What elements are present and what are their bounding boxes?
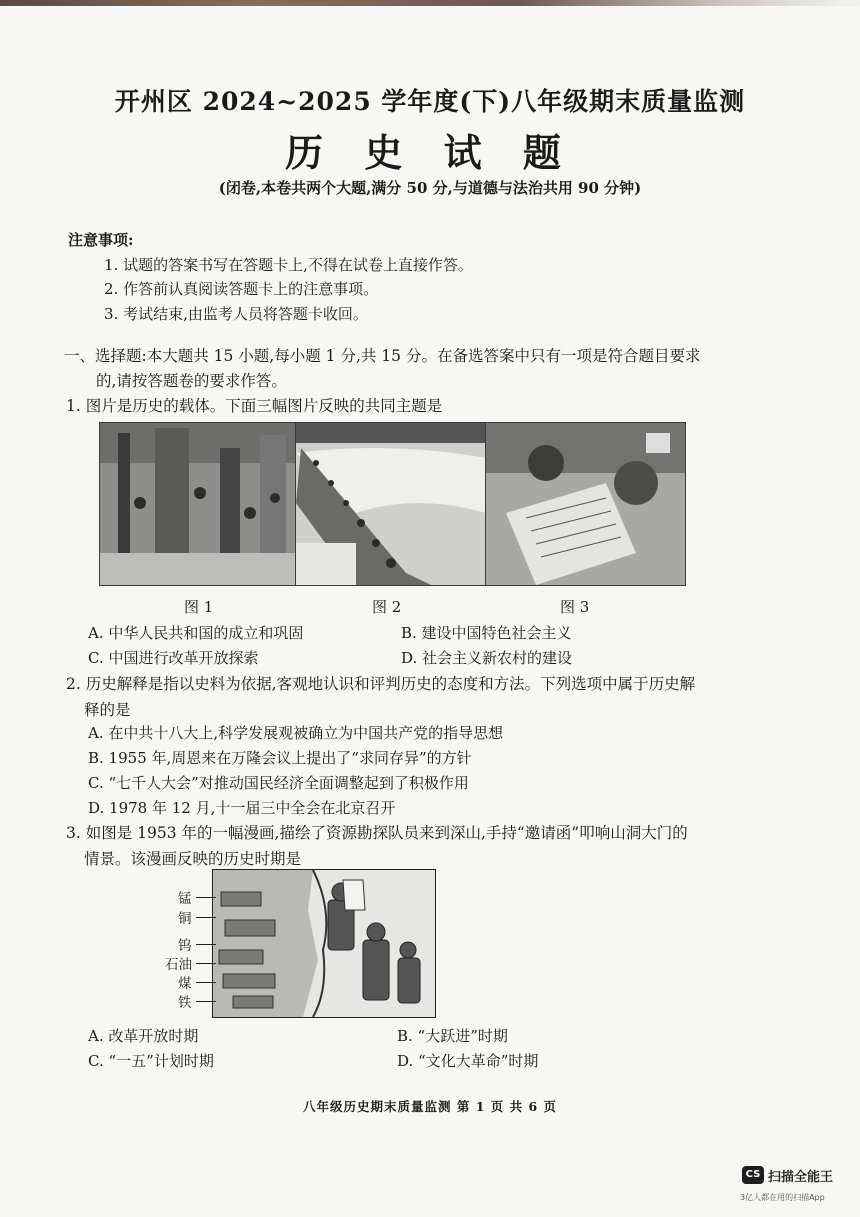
cartoon-label: 铁 bbox=[178, 995, 192, 1011]
figure-3-caption: 图 3 bbox=[560, 598, 590, 616]
section-heading bbox=[64, 344, 764, 394]
notice-heading: 注意事项: bbox=[68, 231, 134, 249]
section-line: 的,请按答题卷的要求作答。 bbox=[96, 372, 287, 390]
notice-item: 2. 作答前认真阅读答题卡上的注意事项。 bbox=[104, 280, 379, 298]
option-b: B. 1955 年,周恩来在万隆会议上提出了“求同存异”的方针 bbox=[88, 749, 472, 767]
cartoon-label: 煤 bbox=[178, 976, 192, 992]
section-line: 一、选择题:本大题共 15 小题,每小题 1 分,共 15 分。在备选答案中只有一项是符合题目要求 bbox=[64, 347, 701, 365]
label-leader-line bbox=[196, 982, 216, 983]
figure-2-image bbox=[295, 422, 487, 586]
scanner-app-name: 扫描全能王 bbox=[768, 1170, 834, 1185]
stem-line: 情景。该漫画反映的历史时期是 bbox=[84, 850, 302, 868]
label-leader-line bbox=[196, 963, 216, 964]
question-3-stem bbox=[66, 820, 766, 872]
notice-item: 1. 试题的答案书写在答题卡上,不得在试卷上直接作答。 bbox=[104, 256, 473, 274]
exam-line: 开州区 2024~2025 学年度(下)八年级期末质量监测 bbox=[114, 87, 746, 116]
option-d: D. 1978 年 12 月,十一届三中全会在北京召开 bbox=[88, 799, 396, 817]
stem-line: 2. 历史解释是指以史料为依据,客观地认识和评判历史的态度和方法。下列选项中属于历史解 bbox=[66, 675, 696, 693]
option-c: C. “一五”计划时期 bbox=[88, 1052, 214, 1070]
option-a: A. 改革开放时期 bbox=[88, 1027, 199, 1045]
label-leader-line bbox=[196, 897, 216, 898]
option-c: C. 中国进行改革开放探索 bbox=[88, 649, 259, 667]
page-footer: 八年级历史期末质量监测 第 1 页 共 6 页 bbox=[302, 1099, 557, 1114]
option-b: B. 建设中国特色社会主义 bbox=[401, 624, 572, 642]
cartoon-label: 铜 bbox=[178, 911, 192, 927]
exam-subtitle: (闭卷,本卷共两个大题,满分 50 分,与道德与法治共用 90 分钟) bbox=[218, 179, 642, 197]
cartoon-image bbox=[212, 869, 436, 1018]
question-1-stem: 1. 图片是历史的载体。下面三幅图片反映的共同主题是 bbox=[66, 397, 443, 415]
label-leader-line bbox=[196, 944, 216, 945]
scanner-tagline: 3亿人都在用的扫描App bbox=[740, 1193, 825, 1202]
label-leader-line bbox=[196, 1001, 216, 1002]
page-title: 历 史 试 题 bbox=[285, 130, 575, 175]
stem-line: 释的是 bbox=[84, 701, 131, 719]
cartoon-label: 钨 bbox=[178, 938, 192, 954]
option-a: A. 中华人民共和国的成立和巩固 bbox=[88, 624, 304, 642]
figure-1-caption: 图 1 bbox=[184, 598, 214, 616]
option-a: A. 在中共十八大上,科学发展观被确立为中国共产党的指导思想 bbox=[88, 724, 504, 742]
option-d: D. 社会主义新农村的建设 bbox=[401, 649, 573, 667]
figure-1-image bbox=[99, 422, 297, 586]
label-leader-line bbox=[196, 917, 216, 918]
stem-line: 3. 如图是 1953 年的一幅漫画,描绘了资源勘探队员来到深山,手持“邀请函”叩响山洞大门的 bbox=[66, 824, 688, 842]
option-c: C. “七千人大会”对推动国民经济全面调整起到了积极作用 bbox=[88, 774, 469, 792]
question-2-stem bbox=[66, 671, 766, 723]
figure-3-image bbox=[485, 422, 686, 586]
cartoon-label: 锰 bbox=[178, 891, 192, 907]
option-d: D. “文化大革命”时期 bbox=[397, 1052, 539, 1070]
cartoon-label: 石油 bbox=[165, 957, 192, 973]
notice-item: 3. 考试结束,由监考人员将答题卡收回。 bbox=[104, 305, 368, 323]
scanner-logo-icon: CS bbox=[742, 1166, 764, 1184]
figure-2-caption: 图 2 bbox=[372, 598, 402, 616]
option-b: B. “大跃进”时期 bbox=[397, 1027, 508, 1045]
